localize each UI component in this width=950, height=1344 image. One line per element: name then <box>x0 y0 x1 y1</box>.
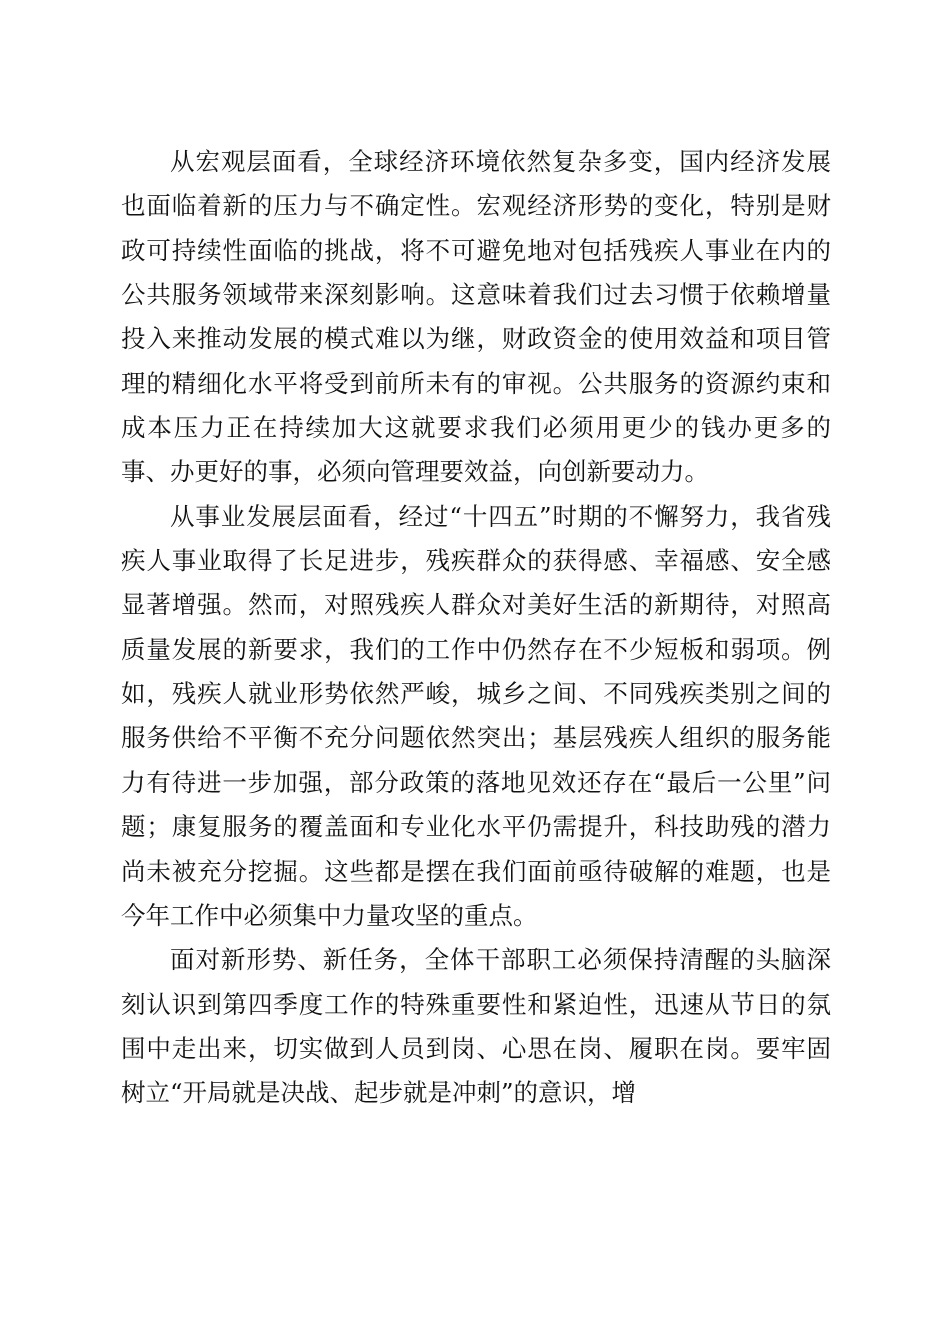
paragraph-development-level: 从事业发展层面看，经过“十四五”时期的不懈努力，我省残疾人事业取得了长足进步，残疾群众的获得感、幸福感、安全感显著增强。然而，对照残疾人群众对美好生活的新期待，对照高质量发展的新要求，我们的工作中仍然存在不少短板和弱项。例如，残疾人就业形势依然严峻，城乡之间、不同残疾类别之间的服务供给不平衡不充分问题依然突出；基层残疾人组织的服务能力有待进一步加强，部分政策的落地见效还存在“最后一公里”问题；康复服务的覆盖面和专业化水平仍需提升，科技助残的潜力尚未被充分挖掘。这些都是摆在我们面前亟待破解的难题，也是今年工作中必须集中力量攻坚的重点。 <box>121 501 831 930</box>
paragraph-macro-level: 从宏观层面看，全球经济环境依然复杂多变，国内经济发展也面临着新的压力与不确定性。宏观经济形势的变化，特别是财政可持续性面临的挑战，将不可避免地对包括残疾人事业在内的公共服务领域带来深刻影响。这意味着我们过去习惯于依赖增量投入来推动发展的模式难以为继，财政资金的使用效益和项目管理的精细化水平将受到前所未有的审视。公共服务的资源约束和成本压力正在持续加大这就要求我们必须用更少的钱办更多的事、办更好的事，必须向管理要效益，向创新要动力。 <box>121 147 831 487</box>
paragraph-new-situation: 面对新形势、新任务，全体干部职工必须保持清醒的头脑深刻认识到第四季度工作的特殊重要性和紧迫性，迅速从节日的氛围中走出来，切实做到人员到岗、心思在岗、履职在岗。要牢固树立“开局就是决战、起步就是冲刺”的意识，增 <box>121 945 831 1108</box>
document-body <box>121 140 831 1116</box>
